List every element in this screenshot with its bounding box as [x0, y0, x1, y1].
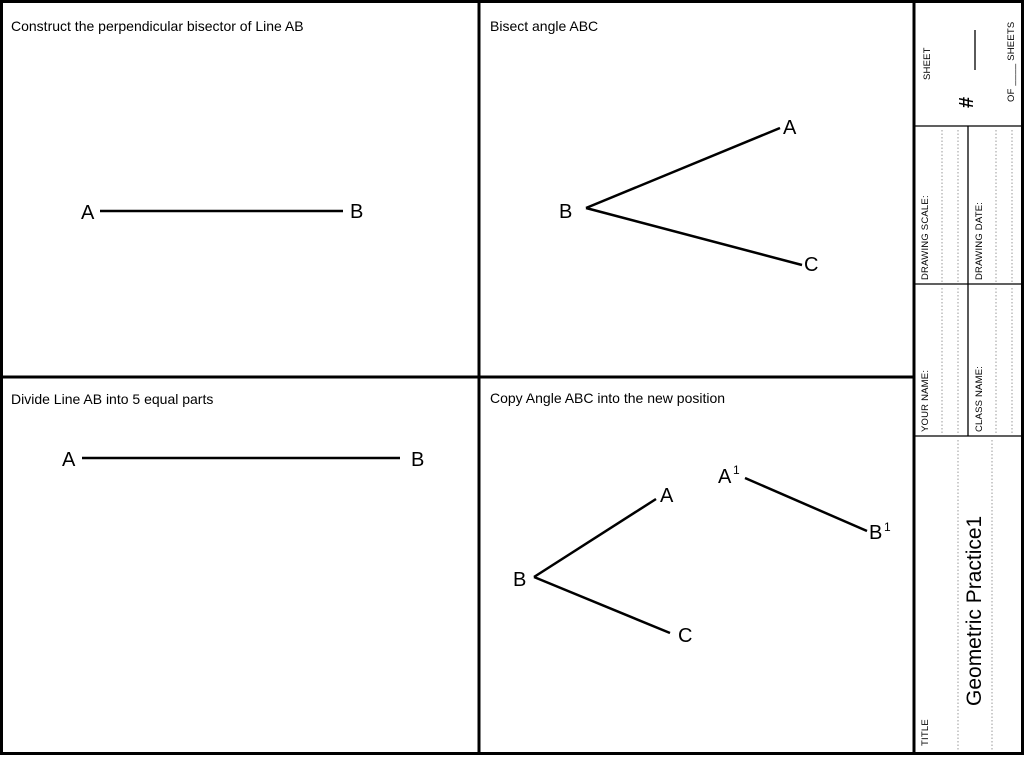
point-label-a: A — [783, 117, 797, 139]
point-label-b: B — [350, 201, 364, 223]
drawing-scale-label: DRAWING SCALE: — [920, 195, 931, 280]
drawing-date-label: DRAWING DATE: — [974, 201, 985, 280]
exercise-prompt-divide-line: Divide Line AB into 5 equal parts — [11, 391, 214, 407]
point-label-a: A — [660, 485, 674, 507]
angle-ray-ba — [586, 128, 780, 208]
drawing-title: Geometric Practice1 — [963, 515, 986, 706]
point-label-b: B — [513, 569, 527, 591]
point-label-a: A — [62, 449, 76, 471]
sheet-number-hash: # — [956, 96, 978, 108]
title-label: TITLE — [920, 719, 931, 746]
angle-ray-ba — [534, 499, 656, 577]
point-label-c: C — [804, 254, 819, 276]
exercise-prompt-copy-angle: Copy Angle ABC into the new position — [490, 390, 726, 406]
point-label-b: B — [559, 201, 573, 223]
new-ray-a1b1 — [745, 478, 867, 531]
point-label-a: A — [81, 202, 95, 224]
class-name-label: CLASS NAME: — [974, 365, 985, 432]
your-name-label: YOUR NAME: — [920, 369, 931, 432]
of-sheets-label: OF ____ SHEETS — [1006, 21, 1017, 102]
point-label-a1: A — [718, 466, 732, 488]
superscript-one: 1 — [884, 520, 891, 534]
angle-ray-bc — [586, 208, 802, 265]
angle-ray-bc — [534, 577, 670, 633]
exercise-prompt-bisect-angle: Bisect angle ABC — [490, 18, 599, 34]
point-label-b: B — [411, 449, 425, 471]
point-label-b1: B — [869, 522, 883, 544]
exercise-prompt-perpendicular-bisector: Construct the perpendicular bisector of Line AB — [11, 18, 304, 34]
sheet-label: SHEET — [922, 47, 933, 80]
point-label-c: C — [678, 625, 693, 647]
superscript-one: 1 — [733, 463, 740, 477]
